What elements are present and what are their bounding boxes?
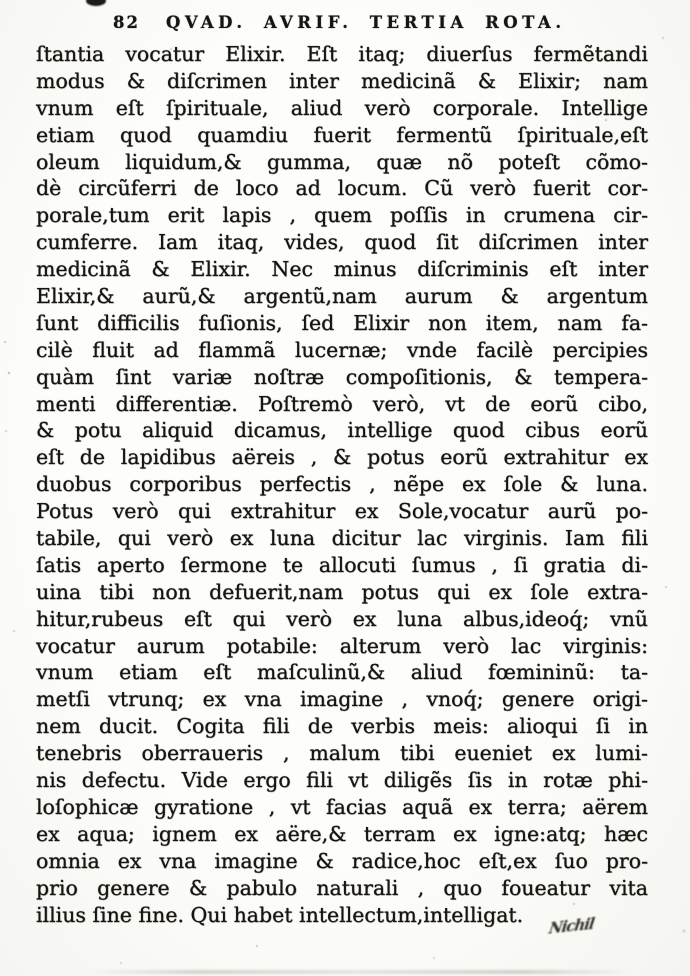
text-line: oleum liquidum,& gumma, quæ nõ poteſt cõmo- xyxy=(36,149,648,174)
text-line: & potu aliquid dicamus, intellige quod cibus eorũ xyxy=(36,418,648,443)
text-line: duobus corporibus perfectis , nẽpe ex ſole & luna. xyxy=(36,472,648,497)
text-line: loſophicæ gyratione , vt facias aquã ex terra; aërem xyxy=(36,794,648,819)
text-line: cilè fluit ad flammã lucernæ; vnde facilè percipies xyxy=(36,337,648,362)
text-line: Potus verò qui extrahitur ex Sole,vocatur aurũ po- xyxy=(36,499,648,524)
text-line: tenebris oberraueris , malum tibi eueniet ex lumi- xyxy=(36,741,648,766)
scan-edge-shadow xyxy=(90,970,630,974)
text-line: Elixir,& aurũ,& argentũ,nam aurum & argentum xyxy=(36,284,648,309)
text-line: quàm ſint variæ noſtræ compoſitionis, & tempera- xyxy=(36,364,648,389)
text-line: metſi vtrunq; ex vna imagine , vnoq́; genere origi- xyxy=(36,687,648,712)
text-block xyxy=(36,41,648,928)
text-line: menti differentiæ. Poſtremò verò, vt de eorũ cibo, xyxy=(36,391,648,416)
text-line: modus & diſcrimen inter medicinã & Elixir; nam xyxy=(36,68,648,93)
text-line: hitur,rubeus eſt qui verò ex luna albus,ideoq́; vnũ xyxy=(36,606,648,631)
text-line: vocatur aurum potabile: alterum verò lac virginis: xyxy=(36,633,648,658)
text-line: ſtantia vocatur Elixir. Eſt itaq; diuerſus fermẽtandi xyxy=(36,42,648,66)
text-line: nem ducit. Cogita fili de verbis meis: alioqui ſi in xyxy=(36,714,648,739)
text-line: omnia ex vna imagine & radice,hoc eſt,ex ſuo pro- xyxy=(36,848,648,873)
text-line: eſt de lapidibus aëreis , & potus eorũ extrahitur ex xyxy=(36,445,648,470)
text-line: dè circũferri de loco ad locum. Cũ verò fuerit cor- xyxy=(36,176,648,201)
text-line: prio genere & pabulo naturali , quo foueatur vita xyxy=(36,875,648,900)
text-line: nis defectu. Vide ergo fili vt diligẽs ſis in rotæ phi- xyxy=(36,768,648,793)
text-line: ſatis aperto ſermone te allocuti ſumus , ſi gratia di- xyxy=(36,552,648,577)
text-line: illius ſine fine. Qui habet intellectum,intelligat. xyxy=(36,902,524,927)
text-line: uina tibi non defuerit,nam potus qui ex ſole extra- xyxy=(36,579,648,604)
text-line: cumferre. Iam itaq, vides, quod ſit diſcrimen inter xyxy=(36,230,648,255)
text-line: ſunt difficilis fuſionis, ſed Elixir non item, nam fa- xyxy=(36,310,648,335)
running-head xyxy=(113,13,566,32)
running-title: QVAD. AVRIF. TERTIA ROTA. xyxy=(165,13,566,32)
text-line: medicinã & Elixir. Nec minus diſcriminis eſt inter xyxy=(36,257,648,282)
handwritten-annotation: Nichil xyxy=(547,914,596,938)
ink-blot xyxy=(86,0,106,6)
text-line: ex aqua; ignem ex aëre,& terram ex igne:atq; hæc xyxy=(36,821,648,846)
text-line: vnum etiam eſt maſculinũ,& aliud fœmininũ: ta- xyxy=(36,660,648,685)
text-line: porale,tum erit lapis , quem poſſis in crumena cir- xyxy=(36,203,648,228)
text-line: etiam quod quamdiu fuerit fermentũ ſpirituale,eſt xyxy=(36,122,648,147)
page-number: 82 xyxy=(113,13,140,32)
text-line: vnum eſt ſpirituale, aliud verò corporale. Intellige xyxy=(36,95,648,120)
text-line: tabile, qui verò ex luna dicitur lac virginis. Iam fili xyxy=(36,526,648,551)
paper-speckles xyxy=(0,0,2,2)
